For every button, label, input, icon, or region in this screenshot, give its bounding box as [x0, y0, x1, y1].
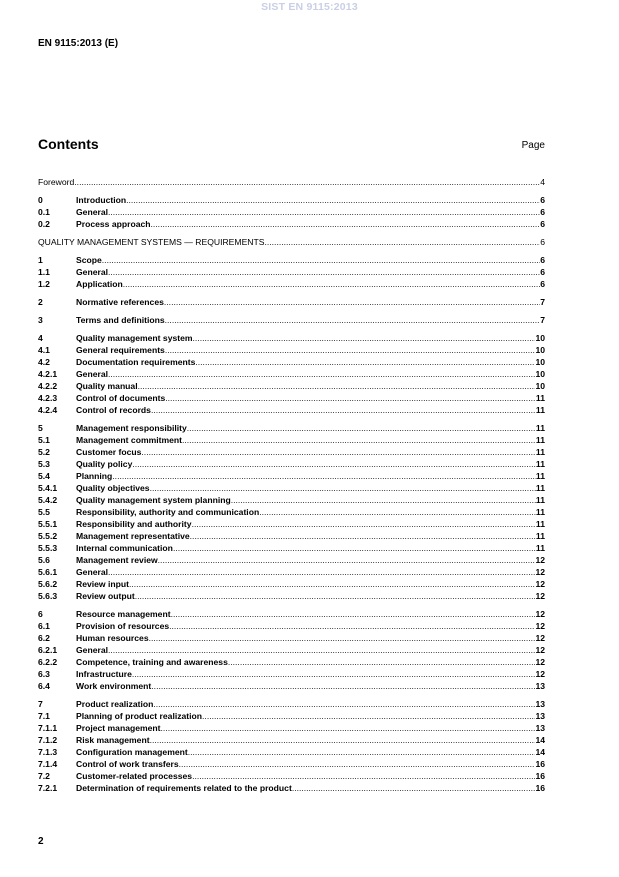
toc-entry-number: 2 — [38, 297, 43, 307]
toc-entry[interactable] — [38, 392, 545, 404]
toc-entry[interactable] — [38, 644, 545, 656]
toc-entry-title: Review output — [76, 591, 135, 601]
toc-entry-title: Planning of product realization — [76, 711, 203, 721]
toc-leader-dots — [151, 680, 535, 692]
toc-entry[interactable] — [38, 722, 545, 734]
toc-entry-number: 0.2 — [38, 219, 50, 229]
toc-entry[interactable] — [38, 404, 545, 416]
toc-entry[interactable] — [38, 194, 545, 206]
toc-entry[interactable] — [38, 218, 545, 230]
toc-entry-title: Human resources — [76, 633, 149, 643]
toc-entry-page: 6 — [540, 267, 545, 277]
toc-entry-number: 5.1 — [38, 435, 50, 445]
toc-entry[interactable] — [38, 458, 545, 470]
toc-entry-title: Project management — [76, 723, 161, 733]
toc-entry-title: Control of documents — [76, 393, 166, 403]
toc-leader-dots — [150, 734, 536, 746]
toc-entry-title: General — [76, 369, 109, 379]
toc-entry-number: 0.1 — [38, 207, 50, 217]
toc-leader-dots — [265, 236, 541, 248]
toc-entry-title: Product realization — [76, 699, 154, 709]
toc-entry-number: 6.2 — [38, 633, 50, 643]
toc-entry-title: Application — [76, 279, 123, 289]
toc-entry[interactable] — [38, 698, 545, 710]
toc-entry-page: 11 — [535, 483, 545, 493]
toc-leader-dots — [138, 380, 536, 392]
toc-entry-page: 12 — [535, 657, 545, 667]
toc-entry-title: Determination of requirements related to the product — [76, 783, 292, 793]
toc-entry[interactable] — [38, 578, 545, 590]
toc-entry-page: 11 — [535, 519, 545, 529]
toc-entry[interactable] — [38, 356, 545, 368]
toc-entry-page: 12 — [535, 621, 545, 631]
toc-entry-page: 12 — [535, 591, 545, 601]
toc-entry-page: 11 — [535, 507, 545, 517]
toc-entry-page: 10 — [535, 369, 545, 379]
toc-entry-number: 4.2.4 — [38, 405, 58, 415]
toc-entry-title: Customer-related processes — [76, 771, 193, 781]
toc-entry-title: Management representative — [76, 531, 190, 541]
toc-leader-dots — [150, 482, 536, 494]
toc-entry-page: 6 — [540, 207, 545, 217]
toc-entry-page: 11 — [535, 447, 545, 457]
toc-leader-dots — [108, 566, 535, 578]
toc-entry-page: 16 — [535, 759, 545, 769]
toc-entry[interactable] — [38, 380, 545, 392]
toc-entry-title: Work environment — [76, 681, 152, 691]
toc-entry-number: 6 — [38, 609, 43, 619]
toc-entry-number: 5.2 — [38, 447, 50, 457]
toc-entry-number: 4.2.2 — [38, 381, 58, 391]
toc-entry-title: Infrastructure — [76, 669, 132, 679]
toc-entry-number: 3 — [38, 315, 43, 325]
toc-entry-page: 10 — [535, 357, 545, 367]
toc-entry-number: 7.2 — [38, 771, 50, 781]
toc-entry-number: 4.2.1 — [38, 369, 58, 379]
toc-entry-number: 6.1 — [38, 621, 50, 631]
toc-entry-number: 5.6.1 — [38, 567, 58, 577]
toc-entry[interactable] — [38, 494, 545, 506]
toc-entry-title: Responsibility, authority and communication — [76, 507, 260, 517]
toc-entry[interactable] — [38, 278, 545, 290]
toc-leader-dots — [292, 782, 536, 794]
toc-entry-page: 10 — [535, 333, 545, 343]
toc-entry[interactable] — [38, 518, 545, 530]
toc-entry-page: 12 — [535, 579, 545, 589]
toc-entry-number: 7 — [38, 699, 43, 709]
toc-entry-page: 4 — [540, 177, 545, 187]
toc-entry-number: 5.5 — [38, 507, 50, 517]
toc-leader-dots — [179, 758, 536, 770]
toc-leader-dots — [188, 746, 536, 758]
toc-leader-dots — [129, 578, 535, 590]
toc-entry-page: 12 — [535, 633, 545, 643]
toc-entry-number: 5.5.2 — [38, 531, 58, 541]
toc-entry-number: 7.1.4 — [38, 759, 58, 769]
contents-title: Contents — [38, 136, 99, 152]
toc-entry-title: General — [76, 207, 109, 217]
toc-leader-dots — [231, 494, 536, 506]
toc-entry-page: 14 — [535, 747, 545, 757]
toc-entry-page: 7 — [540, 297, 545, 307]
toc-entry-title: Foreword — [38, 177, 75, 187]
toc-entry-title: Risk management — [76, 735, 150, 745]
toc-entry[interactable] — [38, 746, 545, 758]
toc-entry-number: 5 — [38, 423, 43, 433]
toc-entry[interactable] — [38, 782, 545, 794]
toc-entry-title: Competence, training and awareness — [76, 657, 228, 667]
toc-entry-page: 6 — [540, 237, 545, 247]
toc-leader-dots — [173, 542, 536, 554]
toc-entry-title: Customer focus — [76, 447, 142, 457]
toc-entry-page: 11 — [535, 393, 545, 403]
toc-entry-title: Quality policy — [76, 459, 133, 469]
toc-entry-page: 13 — [535, 723, 545, 733]
toc-entry-title: Quality management system planning — [76, 495, 231, 505]
toc-entry-page: 12 — [535, 645, 545, 655]
toc-leader-dots — [112, 470, 536, 482]
toc-entry[interactable] — [38, 470, 545, 482]
toc-entry-page: 6 — [540, 279, 545, 289]
toc-leader-dots — [149, 632, 536, 644]
toc-entry-number: 5.3 — [38, 459, 50, 469]
toc-entry-number: 5.4 — [38, 471, 50, 481]
toc-entry[interactable] — [38, 176, 545, 188]
toc-entry[interactable] — [38, 314, 545, 326]
toc-entry-page: 13 — [535, 681, 545, 691]
toc-leader-dots — [151, 218, 541, 230]
toc-leader-dots — [228, 656, 536, 668]
toc-entry-number: 5.4.1 — [38, 483, 58, 493]
toc-entry-title: Responsibility and authority — [76, 519, 192, 529]
toc-entry-number: 6.2.2 — [38, 657, 58, 667]
toc-leader-dots — [102, 254, 540, 266]
page-number: 2 — [38, 836, 44, 847]
toc-entry-number: 6.4 — [38, 681, 50, 691]
toc-entry[interactable] — [38, 710, 545, 722]
toc-entry-page: 10 — [535, 381, 545, 391]
toc-entry-page: 10 — [535, 345, 545, 355]
toc-entry[interactable] — [38, 554, 545, 566]
toc-entry-page: 11 — [535, 531, 545, 541]
toc-entry[interactable] — [38, 482, 545, 494]
toc-entry-page: 12 — [535, 567, 545, 577]
toc-entry[interactable] — [38, 530, 545, 542]
toc-leader-dots — [259, 506, 536, 518]
toc-entry-title: Process approach — [76, 219, 151, 229]
toc-leader-dots — [202, 710, 535, 722]
toc-entry-title: General — [76, 645, 109, 655]
toc-entry-page: 11 — [535, 405, 545, 415]
toc-leader-dots — [190, 530, 536, 542]
toc-entry[interactable] — [38, 206, 545, 218]
toc-leader-dots — [193, 332, 536, 344]
toc-leader-dots — [135, 590, 536, 602]
toc-leader-dots — [151, 404, 536, 416]
toc-entry-page: 12 — [535, 555, 545, 565]
toc-entry-number: 5.6.3 — [38, 591, 58, 601]
toc-entry[interactable] — [38, 254, 545, 266]
toc-entry-number: 6.3 — [38, 669, 50, 679]
toc-leader-dots — [164, 296, 540, 308]
toc-entry[interactable] — [38, 332, 545, 344]
toc-entry-title: General requirements — [76, 345, 165, 355]
toc-entry-number: 7.2.1 — [38, 783, 58, 793]
toc-entry-title: Control of work transfers — [76, 759, 179, 769]
toc-entry[interactable] — [38, 632, 545, 644]
toc-entry-title: Quality management system — [76, 333, 193, 343]
toc-entry-page: 11 — [535, 471, 545, 481]
toc-leader-dots — [132, 668, 536, 680]
toc-entry-title: Management review — [76, 555, 158, 565]
toc-entry-title: Quality manual — [76, 381, 138, 391]
toc-entry-title: Scope — [76, 255, 102, 265]
toc-entry[interactable] — [38, 566, 545, 578]
toc-leader-dots — [74, 176, 540, 188]
toc-entry-title: Internal communication — [76, 543, 173, 553]
toc-entry-number: 5.5.3 — [38, 543, 58, 553]
toc-entry[interactable] — [38, 656, 545, 668]
toc-leader-dots — [108, 644, 535, 656]
toc-entry[interactable] — [38, 506, 545, 518]
toc-entry[interactable] — [38, 368, 545, 380]
toc-entry-page: 11 — [535, 459, 545, 469]
toc-entry-number: 7.1.1 — [38, 723, 58, 733]
toc-leader-dots — [141, 446, 535, 458]
toc-entry-number: 1 — [38, 255, 43, 265]
toc-leader-dots — [132, 458, 536, 470]
toc-entry-page: 11 — [535, 423, 545, 433]
toc-entry-title: Review input — [76, 579, 130, 589]
toc-leader-dots — [192, 770, 535, 782]
toc-entry-title: Management commitment — [76, 435, 183, 445]
toc-entry-title: Quality objectives — [76, 483, 150, 493]
toc-entry-number: 7.1.2 — [38, 735, 58, 745]
toc-leader-dots — [123, 278, 540, 290]
toc-leader-dots — [187, 422, 536, 434]
toc-entry-page: 7 — [540, 315, 545, 325]
toc-entry-page: 12 — [535, 609, 545, 619]
toc-entry-page: 6 — [540, 255, 545, 265]
toc-entry-title: Configuration management — [76, 747, 188, 757]
toc-leader-dots — [182, 434, 536, 446]
toc-entry-number: 0 — [38, 195, 43, 205]
toc-entry-title: Normative references — [76, 297, 164, 307]
toc-entry[interactable] — [38, 542, 545, 554]
toc-entry[interactable] — [38, 236, 545, 248]
toc-entry[interactable] — [38, 446, 545, 458]
toc-entry-number: 5.4.2 — [38, 495, 58, 505]
toc-leader-dots — [158, 554, 536, 566]
toc-entry-page: 6 — [540, 195, 545, 205]
toc-entry[interactable] — [38, 590, 545, 602]
toc-entry-page: 6 — [540, 219, 545, 229]
toc-entry-title: Management responsibility — [76, 423, 187, 433]
toc-leader-dots — [195, 356, 535, 368]
toc-entry-title: Control of records — [76, 405, 151, 415]
toc-entry[interactable] — [38, 296, 545, 308]
toc-entry-page: 14 — [535, 735, 545, 745]
toc-entry-page: 13 — [535, 711, 545, 721]
toc-entry-title: General — [76, 567, 109, 577]
toc-entry[interactable] — [38, 758, 545, 770]
toc-entry-number: 7.1.3 — [38, 747, 58, 757]
toc-leader-dots — [161, 722, 536, 734]
toc-entry-title: Introduction — [76, 195, 127, 205]
toc-entry[interactable] — [38, 422, 545, 434]
toc-entry[interactable] — [38, 680, 545, 692]
toc-entry-page: 16 — [535, 771, 545, 781]
toc-entry-title: QUALITY MANAGEMENT SYSTEMS — REQUIREMENTS — [38, 237, 265, 247]
toc-entry-number: 7.1 — [38, 711, 50, 721]
document-id: EN 9115:2013 (E) — [38, 38, 119, 49]
toc-entry[interactable] — [38, 668, 545, 680]
watermark: SIST EN 9115:2013 — [261, 1, 358, 13]
toc-leader-dots — [108, 368, 535, 380]
toc-entry-page: 16 — [535, 783, 545, 793]
toc-leader-dots — [126, 194, 540, 206]
toc-entry[interactable] — [38, 734, 545, 746]
toc-entry-title: Documentation requirements — [76, 357, 196, 367]
toc-leader-dots — [108, 266, 540, 278]
toc-entry-number: 5.6.2 — [38, 579, 58, 589]
toc-entry-page: 11 — [535, 543, 545, 553]
toc-entry-page: 11 — [535, 495, 545, 505]
toc-leader-dots — [165, 392, 536, 404]
toc-entry-number: 4 — [38, 333, 43, 343]
toc-entry[interactable] — [38, 770, 545, 782]
toc-entry[interactable] — [38, 608, 545, 620]
toc-entry-number: 1.2 — [38, 279, 50, 289]
toc-leader-dots — [153, 698, 535, 710]
toc-entry-title: Terms and definitions — [76, 315, 165, 325]
toc-entry-title: Resource management — [76, 609, 171, 619]
toc-leader-dots — [165, 314, 541, 326]
toc-entry-page: 13 — [535, 699, 545, 709]
toc-entry[interactable] — [38, 266, 545, 278]
toc-entry-title: Planning — [76, 471, 113, 481]
table-of-contents — [38, 176, 545, 794]
toc-leader-dots — [108, 206, 540, 218]
toc-entry[interactable] — [38, 344, 545, 356]
toc-entry-page: 12 — [535, 669, 545, 679]
page-column-label: Page — [521, 140, 545, 151]
toc-entry-number: 5.6 — [38, 555, 50, 565]
toc-leader-dots — [171, 608, 536, 620]
toc-entry-number: 4.2 — [38, 357, 50, 367]
toc-entry[interactable] — [38, 434, 545, 446]
toc-entry-title: Provision of resources — [76, 621, 170, 631]
toc-leader-dots — [192, 518, 536, 530]
toc-entry-page: 11 — [535, 435, 545, 445]
toc-entry-number: 1.1 — [38, 267, 50, 277]
toc-entry-title: General — [76, 267, 109, 277]
toc-entry-number: 4.1 — [38, 345, 50, 355]
toc-entry-number: 6.2.1 — [38, 645, 58, 655]
toc-leader-dots — [165, 344, 536, 356]
toc-entry[interactable] — [38, 620, 545, 632]
toc-entry-number: 4.2.3 — [38, 393, 58, 403]
toc-entry-number: 5.5.1 — [38, 519, 58, 529]
toc-leader-dots — [169, 620, 535, 632]
